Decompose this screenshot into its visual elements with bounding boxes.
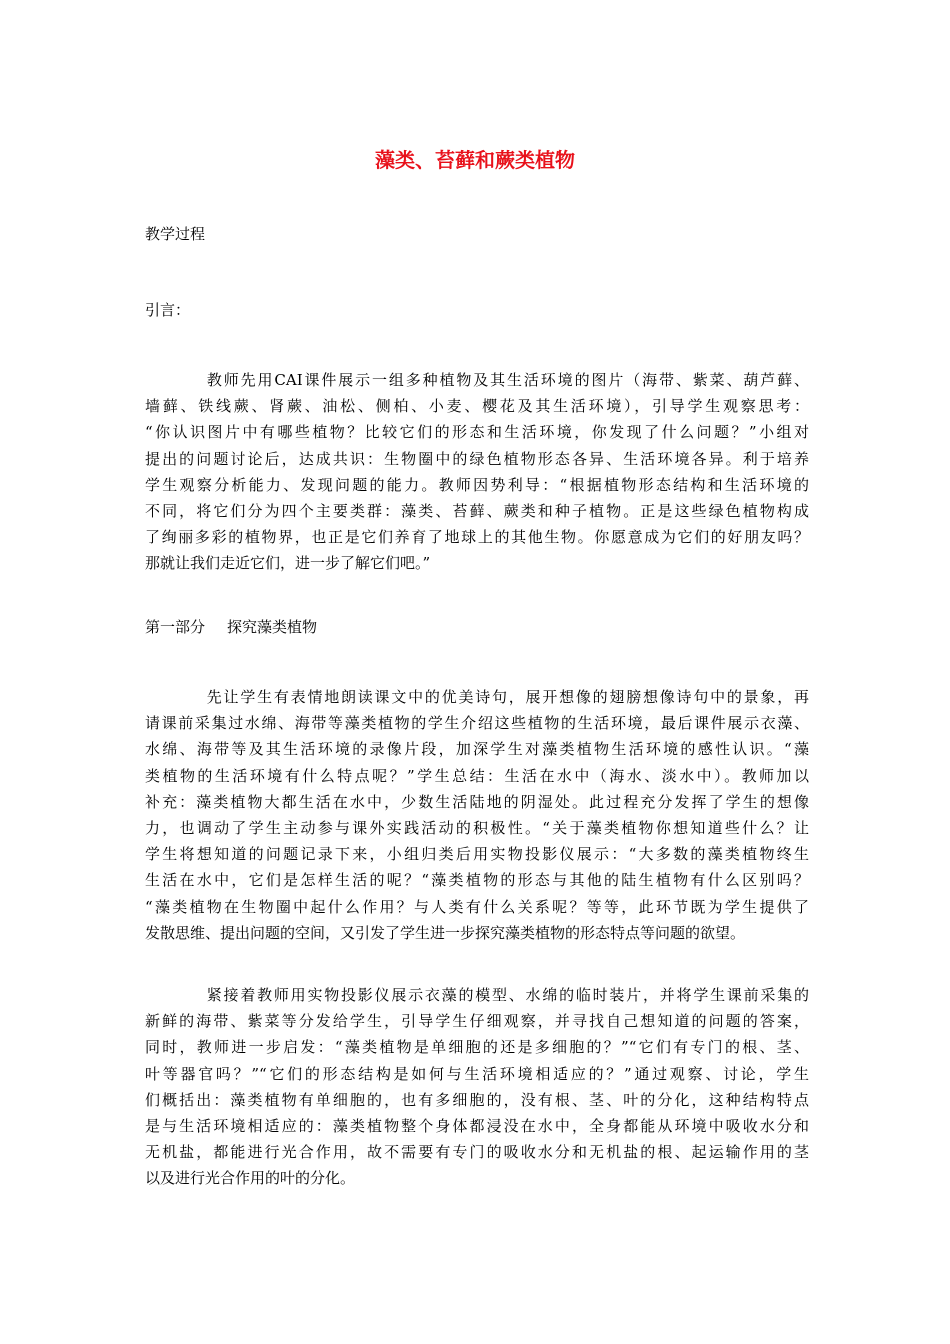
- section1-paragraph-2: [145, 982, 809, 1192]
- paragraph-line: 叶等器官吗？”“它们的形态结构是如何与生活环境相适应的？”通过观察、讨论，学生: [145, 1064, 809, 1083]
- paragraph-line: 发散思维、提出问题的空间，又引发了学生进一步探究藻类植物的形态特点等问题的欲望。: [145, 923, 746, 942]
- paragraph-line: 紧接着教师用实物投影仪展示衣藻的模型、水绵的临时装片，并将学生课前采集的: [205, 986, 809, 1004]
- intro-line: 那就让我们走近它们，进一步了解它们吧。”: [145, 554, 431, 573]
- paragraph-line: 无机盐，都能进行光合作用，故不需要有专门的吸收水分和无机盐的根、起运输作用的茎: [145, 1143, 809, 1162]
- paragraph-line: “藻类植物在生物圈中起什么作用？与人类有什么关系呢？等等，此环节既为学生提供了: [145, 897, 809, 916]
- heading-introduction: 引言：: [145, 301, 191, 319]
- section-number: 第一部分: [145, 618, 206, 636]
- paragraph-line: 水绵、海带等及其生活环境的录像片段，加深学生对藻类植物生活环境的感性认识。“藻: [145, 740, 809, 759]
- intro-line: 了绚丽多彩的植物界，也正是它们养育了地球上的其他生物。你愿意成为它们的好朋友吗？: [145, 528, 809, 547]
- paragraph-line: 以及进行光合作用的叶的分化。: [145, 1169, 356, 1188]
- paragraph-line: 学生将想知道的问题记录下来，小组归类后用实物投影仪展示：“大多数的藻类植物终生: [145, 845, 809, 864]
- paragraph-line: 新鲜的海带、紫菜等分发给学生，引导学生仔细观察，并寻找自己想知道的问题的答案，: [145, 1012, 809, 1031]
- paragraph-line: 们概括出：藻类植物有单细胞的，也有多细胞的，没有根、茎、叶的分化，这种结构特点: [145, 1090, 809, 1109]
- paragraph-line: 生活在水中，它们是怎样生活的呢？“藻类植物的形态与其他的陆生植物有什么区别吗？: [145, 871, 809, 890]
- intro-paragraph: [145, 367, 809, 577]
- section1-paragraph-1: [145, 684, 809, 946]
- intro-line: 教师先用CAI课件展示一组多种植物及其生活环境的图片（海带、紫菜、葫芦藓、: [205, 371, 809, 389]
- heading-teaching-process: 教学过程: [145, 225, 206, 243]
- section-name: 探究藻类植物: [227, 618, 318, 636]
- section-heading: [145, 615, 317, 639]
- intro-line: 不同，将它们分为四个主要类群：藻类、苔藓、蕨类和种子植物。正是这些绿色植物构成: [145, 502, 809, 521]
- document-title: 藻类、苔藓和蕨类植物: [375, 148, 575, 172]
- paragraph-line: 类植物的生活环境有什么特点呢？”学生总结：生活在水中（海水、淡水中）。教师加以: [145, 766, 809, 785]
- paragraph-line: 请课前采集过水绵、海带等藻类植物的学生介绍这些植物的生活环境，最后课件展示衣藻、: [145, 714, 809, 733]
- paragraph-line: 先让学生有表情地朗读课文中的优美诗句，展开想像的翅膀想像诗句中的景象，再: [205, 688, 809, 706]
- intro-line: 提出的问题讨论后，达成共识：生物圈中的绿色植物形态各异、生活环境各异。利于培养: [145, 449, 809, 468]
- paragraph-line: 力，也调动了学生主动参与课外实践活动的积极性。“关于藻类植物你想知道些什么？让: [145, 819, 809, 838]
- paragraph-line: 同时，教师进一步启发：“藻类植物是单细胞的还是多细胞的？”“它们有专门的根、茎、: [145, 1038, 809, 1057]
- intro-line: “你认识图片中有哪些植物？比较它们的形态和生活环境，你发现了什么问题？”小组对: [145, 423, 809, 442]
- paragraph-line: 补充：藻类植物大都生活在水中，少数生活陆地的阴湿处。此过程充分发挥了学生的想像: [145, 792, 809, 811]
- paragraph-line: 是与生活环境相适应的：藻类植物整个身体都浸没在水中，全身都能从环境中吸收水分和: [145, 1117, 809, 1136]
- intro-line: 学生观察分析能力、发现问题的能力。教师因势利导：“根据植物形态结构和生活环境的: [145, 475, 809, 494]
- intro-line: 墙藓、铁线蕨、肾蕨、油松、侧柏、小麦、樱花及其生活环境），引导学生观察思考：: [145, 397, 809, 416]
